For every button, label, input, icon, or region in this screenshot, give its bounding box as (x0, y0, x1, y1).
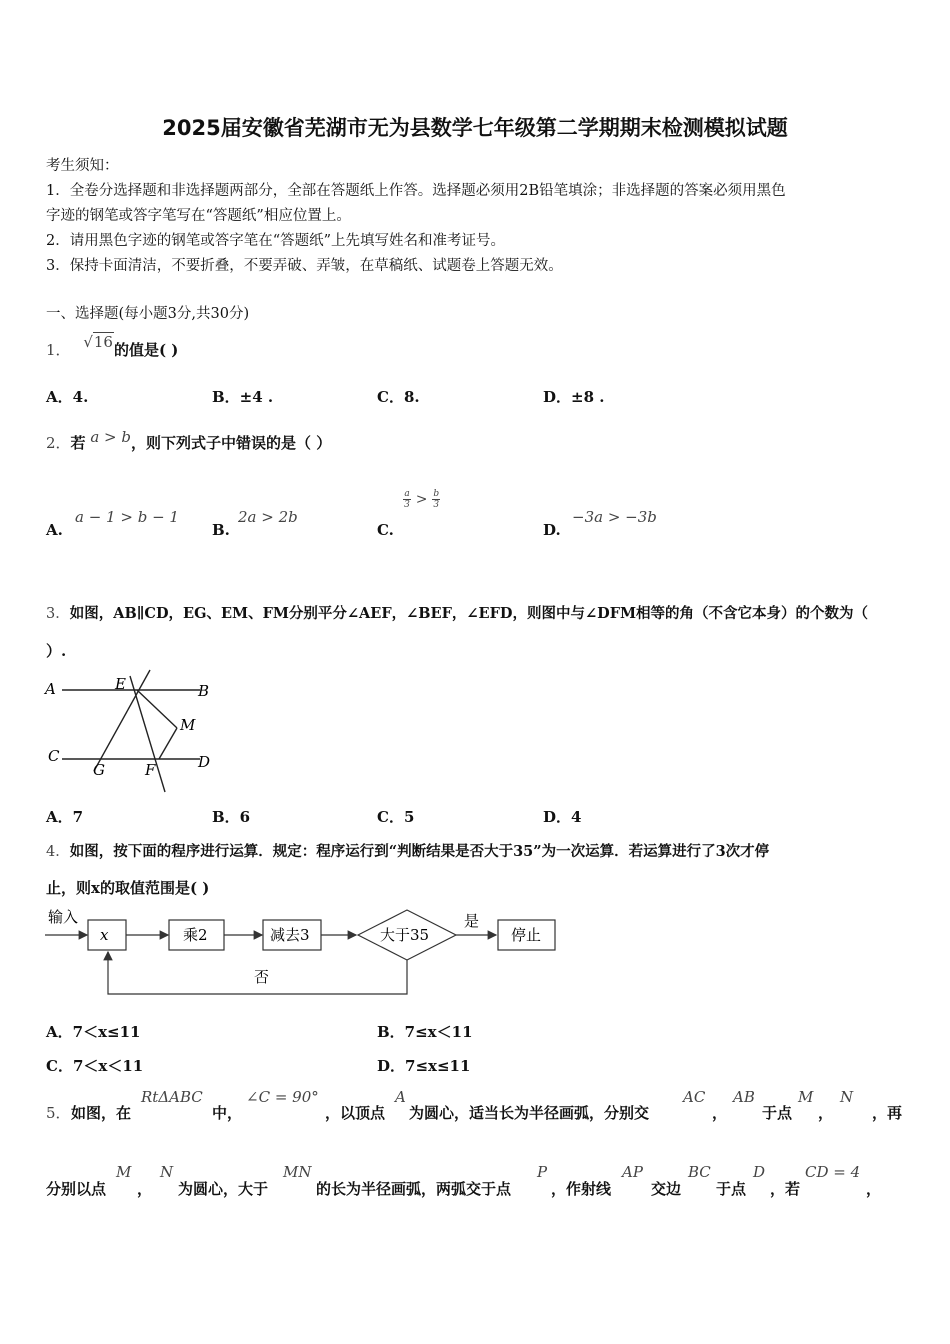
flow-input-label: 输入 (48, 908, 79, 926)
section-heading: 一、选择题(每小题3分,共30分) (46, 306, 250, 322)
flow-judge-label: 大于35 (380, 926, 430, 944)
q5-text-5: 于点 (762, 1104, 793, 1122)
q1-option-a[interactable]: A．4. (46, 388, 89, 406)
question-text: 的值是( ) (113, 341, 179, 359)
q5-segment-bc: BC (688, 1163, 711, 1181)
q5-point-a: A (395, 1088, 406, 1106)
question-4 (46, 840, 769, 861)
parallel-lines-figure (40, 668, 230, 798)
q3-option-b[interactable]: B．6 (212, 808, 251, 826)
q5-comma: ， (137, 1180, 153, 1198)
question-number: 2． (46, 434, 71, 452)
notice-line-1-cont: 字迹的钢笔或答字笔写在“答题纸”相应位置上。 (46, 208, 351, 224)
question-3 (46, 602, 868, 623)
radicand: 16 (93, 333, 113, 351)
q5-text-13: ，若 (770, 1180, 801, 1198)
q5-text-10: ，作射线 (551, 1180, 612, 1198)
q5-text-1: 如图，在 (71, 1104, 132, 1122)
q5-segment-mn: MN (283, 1163, 312, 1181)
question-number: 1． (46, 341, 71, 359)
label-m: M (180, 716, 196, 734)
q4-option-d[interactable]: D．7≤x≤11 (377, 1057, 471, 1075)
q1-option-b[interactable]: B．±4 . (212, 388, 274, 406)
page-title: 2025届安徽省芜湖市无为县数学七年级第二学期期末检测模拟试题 (162, 116, 788, 140)
q5-point-m: M (798, 1088, 814, 1106)
q2-option-d-expr[interactable]: −3a > −3b (572, 508, 657, 526)
q5-point-n: N (840, 1088, 854, 1106)
question-number: 5． (46, 1104, 71, 1122)
notice-line-1: 1．全卷分选择题和非选择题两部分，全部在答题纸上作答。选择题必须用2B铅笔填涂；非选择题的答案必须用黑色 (46, 183, 786, 199)
q5-comma: ， (712, 1104, 728, 1122)
q5-text-6: ，再 (872, 1104, 903, 1122)
q3-option-d[interactable]: D．4 (543, 808, 582, 826)
q2-option-d-label[interactable]: D. (543, 521, 561, 539)
notice-heading: 考生须知： (46, 158, 119, 174)
q5-segment-ac: AC (683, 1088, 706, 1106)
q2-option-c-expr[interactable] (403, 489, 440, 510)
flow-x-label: x (100, 926, 109, 944)
flow-multiply-label: 乘2 (183, 926, 208, 944)
question-2 (46, 428, 332, 453)
sqrt-expression: √16 (83, 333, 113, 351)
q5-point-p: P (537, 1163, 548, 1181)
q5-comma: ， (818, 1104, 834, 1122)
question-number: 3． (46, 606, 70, 622)
label-a: A (45, 680, 56, 698)
notice-line-3: 3．保持卡面清洁，不要折叠，不要弄破、弄皱，在草稿纸、试题卷上答题无效。 (46, 258, 563, 274)
label-e: E (115, 675, 126, 693)
flowchart-figure (40, 902, 570, 1002)
q1-option-c[interactable]: C．8. (377, 388, 420, 406)
q5-text-2: 中， (212, 1104, 243, 1122)
question-text-post: ，则下列式子中错误的是（ ） (131, 434, 332, 452)
q2-option-a-expr[interactable]: a − 1 > b − 1 (75, 508, 179, 526)
q5-angle-c: ∠C = 90° (246, 1088, 319, 1106)
label-g: G (93, 761, 105, 779)
q5-text-12: 于点 (716, 1180, 747, 1198)
q5-text-3: ，以顶点 (325, 1104, 386, 1122)
q5-text-9: 的长为半径画弧，两弧交于点 (316, 1180, 512, 1198)
q5-ray-ap: AP (622, 1163, 643, 1181)
q4-option-b[interactable]: B．7≤x＜11 (377, 1023, 473, 1041)
question-text: 如图，AB∥CD，EG、EM、FM分别平分∠AEF，∠BEF，∠EFD，则图中与∠DFM相等的角（不含它本身）的个数为（ (69, 605, 869, 622)
question-1 (46, 333, 179, 360)
label-d: D (198, 753, 211, 771)
greater-than: > (415, 491, 428, 508)
line-fm (159, 728, 177, 759)
q5-text-8: 为圆心，大于 (178, 1180, 269, 1198)
flow-no-label: 否 (254, 968, 270, 986)
q2-option-c-label[interactable]: C. (377, 521, 394, 539)
q4-option-c[interactable]: C．7＜x＜11 (46, 1057, 144, 1075)
q5-triangle-abc: RtΔABC (141, 1088, 203, 1106)
label-b: B (198, 682, 210, 700)
flow-stop-label: 停止 (511, 926, 542, 944)
line-em (137, 690, 177, 728)
q5-text-11: 交边 (651, 1180, 682, 1198)
q5-point-d: D (753, 1163, 766, 1181)
q2-option-b-expr[interactable]: 2a > 2b (238, 508, 298, 526)
q5-point-m: M (116, 1163, 132, 1181)
q2-option-a-label[interactable]: A. (46, 521, 63, 539)
fraction-a-over-3: $\frac{a}{3}$ (404, 489, 410, 510)
notice-line-2: 2．请用黑色字迹的钢笔或答字笔在“答题纸”上先填写姓名和准考证号。 (46, 233, 506, 249)
q5-point-n: N (160, 1163, 174, 1181)
question-text-pre: 若 (70, 434, 86, 452)
question-text: 如图，按下面的程序进行运算．规定：程序运行到“判断结果是否大于35”为一次运算．若运算进行了3次才停 (69, 843, 770, 860)
q3-option-c[interactable]: C．5 (377, 808, 415, 826)
q2-option-b-label[interactable]: B. (212, 521, 230, 539)
fraction-b-over-3: $\frac{b}{3}$ (433, 489, 440, 510)
question-number: 4． (46, 844, 70, 860)
flow-subtract-label: 减去3 (270, 926, 310, 944)
condition-expression: a > b (90, 428, 131, 446)
q5-comma: ， (866, 1180, 882, 1198)
q5-segment-ab: AB (733, 1088, 755, 1106)
q5-text-4: 为圆心，适当长为半径画弧，分别交 (409, 1104, 650, 1122)
question-3-cont: ）. (46, 642, 67, 660)
question-4-cont: 止，则x的取值范围是( ) (46, 879, 210, 897)
flow-yes-label: 是 (464, 912, 480, 930)
q4-option-a[interactable]: A．7＜x≤11 (46, 1023, 141, 1041)
label-f: F (145, 761, 156, 779)
q5-text-7: 分别以点 (46, 1180, 107, 1198)
label-c: C (48, 747, 60, 765)
q5-cd-equals-4: CD = 4 (805, 1163, 861, 1181)
q1-option-d[interactable]: D．±8 . (543, 388, 605, 406)
q3-option-a[interactable]: A．7 (46, 808, 84, 826)
